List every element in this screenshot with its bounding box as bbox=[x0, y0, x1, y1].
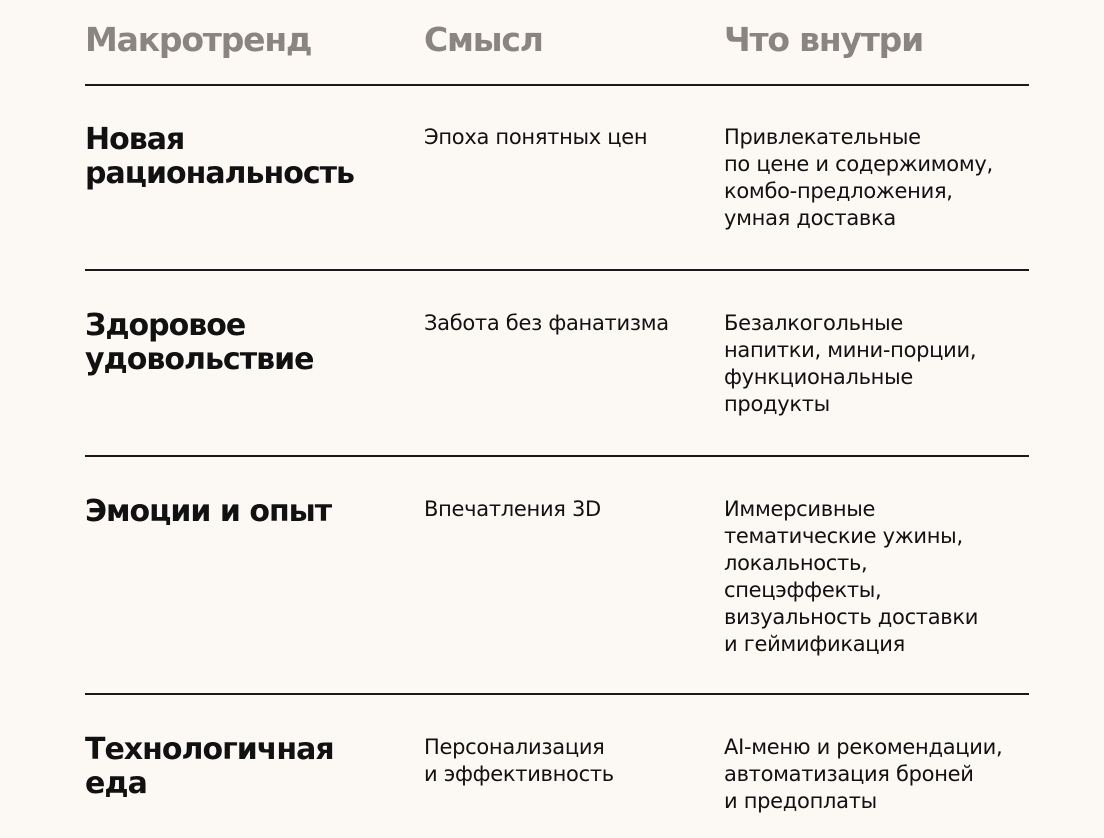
inside-line: умная доставка bbox=[724, 206, 896, 230]
row-1-meaning bbox=[424, 124, 714, 151]
meaning-line: Персонализация bbox=[424, 735, 605, 759]
meaning-line: Забота без фанатизма bbox=[424, 311, 669, 335]
inside-line: и геймификация bbox=[724, 632, 905, 656]
trend-line: Технологичная bbox=[85, 732, 334, 767]
row-3-meaning bbox=[424, 496, 714, 523]
row-2-meaning bbox=[424, 310, 714, 337]
row-1-macrotrend bbox=[85, 123, 405, 191]
row-4-macrotrend bbox=[85, 733, 405, 801]
trend-line: рациональность bbox=[85, 156, 354, 191]
inside-line: напитки, мини-порции, bbox=[724, 338, 977, 362]
inside-line: AI-меню и рекомендации, bbox=[724, 735, 1003, 759]
inside-line: комбо-предложения, bbox=[724, 179, 953, 203]
inside-line: тематические ужины, bbox=[724, 524, 963, 548]
column-header-meaning: Смысл bbox=[424, 20, 543, 59]
inside-line: спецэффекты, bbox=[724, 578, 882, 602]
inside-line: Безалкогольные bbox=[724, 311, 904, 335]
trend-line: Здоровое bbox=[85, 308, 246, 343]
trend-line: Новая bbox=[85, 122, 185, 157]
row-3-macrotrend bbox=[85, 495, 405, 529]
row-2-macrotrend bbox=[85, 309, 405, 377]
trend-line: еда bbox=[85, 766, 147, 801]
inside-line: локальность, bbox=[724, 551, 868, 575]
table-divider bbox=[85, 84, 1029, 86]
meaning-line: и эффективность bbox=[424, 762, 614, 786]
row-3-inside bbox=[724, 496, 1044, 658]
row-1-inside bbox=[724, 124, 1044, 232]
table-divider bbox=[85, 455, 1029, 457]
column-header-macrotrend: Макротренд bbox=[85, 20, 312, 59]
meaning-line: Впечатления 3D bbox=[424, 497, 601, 521]
inside-line: по цене и содержимому, bbox=[724, 152, 993, 176]
row-2-inside bbox=[724, 310, 1044, 418]
column-header-inside: Что внутри bbox=[724, 20, 924, 59]
trend-line: удовольствие bbox=[85, 342, 314, 377]
row-4-meaning bbox=[424, 734, 714, 788]
inside-line: и предоплаты bbox=[724, 789, 877, 813]
inside-line: Иммерсивные bbox=[724, 497, 876, 521]
row-4-inside bbox=[724, 734, 1044, 815]
trend-line: Эмоции и опыт bbox=[85, 494, 332, 529]
table-divider bbox=[85, 269, 1029, 271]
table-divider bbox=[85, 693, 1029, 695]
inside-line: функциональные bbox=[724, 365, 914, 389]
inside-line: автоматизация броней bbox=[724, 762, 974, 786]
inside-line: Привлекательные bbox=[724, 125, 921, 149]
meaning-line: Эпоха понятных цен bbox=[424, 125, 648, 149]
inside-line: визуальность доставки bbox=[724, 605, 979, 629]
inside-line: продукты bbox=[724, 392, 830, 416]
